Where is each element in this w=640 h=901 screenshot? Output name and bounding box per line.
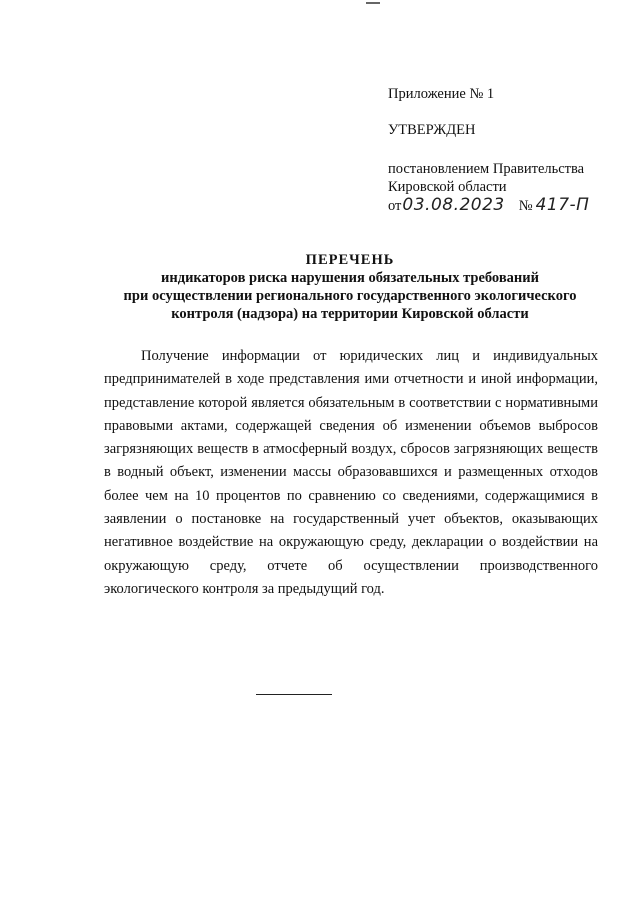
annex-label: Приложение № 1 <box>388 86 495 102</box>
document-title <box>100 251 600 323</box>
scan-mark <box>366 2 380 4</box>
handwritten-date: 03.08.2023 <box>402 195 505 215</box>
handwritten-number: 417-П <box>535 195 590 215</box>
title-line-2: при осуществлении регионального государственного экологического <box>123 288 577 304</box>
approved-label: УТВЕРЖДЕН <box>388 122 476 138</box>
title-main: ПЕРЕЧЕНЬ <box>305 252 395 268</box>
title-line-3: контроля (надзора) на территории Кировской области <box>171 306 529 322</box>
body-paragraph: Получение информации от юридических лиц и индивидуальных предпринимателей в ходе представления ими отчетности и иной информации, представление которой является обязательным в соответствии с нормативными правовыми актами, содержащей сведения об изменении объемов выбросов загрязняющих веществ в атмосферный воздух, сбросов загрязняющих веществ в водный объект, изменении массы образовавшихся и размещенных отходов более чем на 10 процентов по сравнению со сведениями, содержащимися в заявлении о постановке на государственный учет объектов, оказывающих негативное воздействие на окружающую среду, декларации о воздействии на окружающую среду, отчете об осуществлении производственного экологического контроля за предыдущий год. <box>104 348 598 597</box>
number-prefix: № <box>518 198 533 214</box>
closing-rule <box>256 694 332 695</box>
title-line-1: индикаторов риска нарушения обязательных требований <box>161 270 539 286</box>
decree-line-1: постановлением Правительства <box>388 161 585 177</box>
date-number-line <box>388 196 628 215</box>
approval-block <box>388 85 628 215</box>
date-prefix: от <box>388 198 402 214</box>
decree-line-2: Кировской области <box>388 179 507 195</box>
